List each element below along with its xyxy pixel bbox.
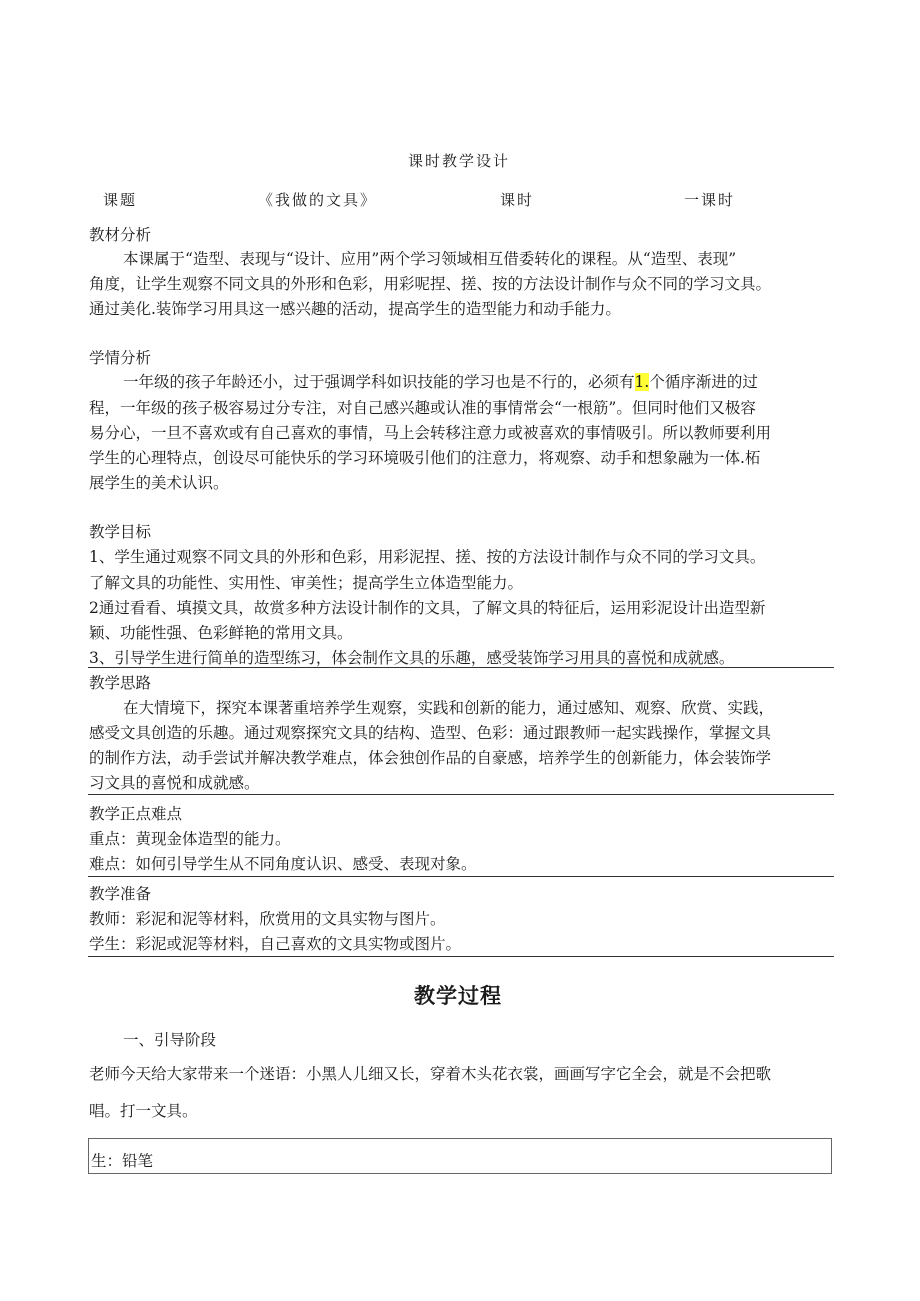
highlight-mark: 1.: [634, 373, 650, 391]
learners-line: 展学生的美术认识。: [89, 474, 229, 492]
period-label: 课时: [500, 191, 535, 209]
analysis-line: 角度，让学生观察不同文具的外形和色彩，用彩呢捏、搓、按的方法设计制作与众不同的学习文具。: [89, 275, 772, 293]
approach-line: 在大情境下，探究本课著重培养学生观察，实践和创新的能力，通过感知、观察、欣赏、实践，: [123, 699, 775, 717]
divider: [88, 667, 834, 668]
divider: [88, 794, 834, 795]
stage-heading: 一、引导阶段: [123, 1031, 217, 1049]
divider: [88, 956, 834, 957]
process-title: 教学过程: [414, 984, 502, 1008]
answer-text: 生：铅笔: [91, 1152, 154, 1170]
approach-line: 习文具的喜悦和成就感。: [89, 774, 260, 792]
divider: [88, 876, 834, 877]
process-line: 老师今天给大家带来一个迷语：小黑人儿细又长，穿着木头花衣裳，画画写字它全会，就是不会把歌: [89, 1065, 772, 1083]
goals-line: 3、引导学生进行简单的造型练习，体会制作文具的乐趣，感受装饰学习用具的喜悦和成就感。: [89, 649, 735, 667]
learners-line: [123, 370, 758, 392]
approach-line: 的制作方法，动手尝试并解决教学难点，体会独创作品的自豪感，培养学生的创新能力，体会装饰学: [89, 749, 772, 767]
analysis-line: 通过美化.装饰学习用具这一感兴趣的活动，提高学生的造型能力和动手能力。: [89, 300, 621, 318]
learners-line: 易分心，一旦不喜欢或有自己喜欢的事情，马上会转移注意力或被喜欢的事情吸引。所以教师要利用: [89, 424, 772, 442]
period-value: 一课时: [684, 191, 736, 209]
keypoints-line: 难点：如何引导学生从不同角度认识、感受、表现对象。: [89, 855, 477, 873]
goals-heading: 教学目标: [89, 523, 152, 541]
learners-line: 学生的心理特点，创设尽可能快乐的学习环境吸引他们的注意力，将观察、动手和想象融为一体.柘: [89, 449, 761, 467]
learners-heading: 学情分析: [89, 349, 152, 367]
approach-line: 感受文具创造的乐趣。通过观察探究文具的结构、造型、色彩：通过跟教师一起实践操作，掌握文具: [89, 724, 772, 742]
prep-heading: 教学准备: [89, 885, 152, 903]
page-title: 课时教学设计: [408, 152, 511, 170]
learners-line1-pre: 一年级的孩子年龄还小，过于强调学科如识技能的学习也是不行的，必须有: [123, 373, 635, 391]
keypoints-heading: 教学正点难点: [89, 805, 183, 823]
learners-line: 程，一年级的孩子极容易过分专注，对自己感兴趣或认准的事情常会“一根筋”。但同时他们又极容: [89, 399, 756, 417]
approach-heading: 教学思路: [89, 674, 152, 692]
goals-line: 颖、功能性强、色彩鲜艳的常用文具。: [89, 624, 353, 642]
learners-line1-post: 个循序渐进的过: [649, 373, 758, 391]
keypoints-line: 重点：黄现金体造型的能力。: [89, 830, 291, 848]
goals-line: 1、学生通过观察不同文具的外形和色彩，用彩泥捏、搓、按的方法设计制作与众不同的学习文具。: [89, 548, 766, 566]
topic-label: 课题: [103, 191, 138, 209]
goals-line: 了解文具的功能性、实用性、审美性；提高学生立体造型能力。: [89, 574, 524, 592]
analysis-heading: 教材分析: [89, 226, 152, 244]
prep-line: 教师：彩泥和泥等材料，欣赏用的文具实物与图片。: [89, 910, 446, 928]
prep-line: 学生：彩泥或泥等材料，自己喜欢的文具实物或图片。: [89, 935, 462, 953]
topic-value: 《我做的文具》: [258, 191, 378, 209]
goals-line: 2通过看看、填摸文具，故赏多种方法设计制作的文具，了解文具的特征后，运用彩泥设计出造型新: [89, 599, 766, 617]
process-line: 唱。打一文具。: [89, 1102, 198, 1120]
answer-box: [88, 1138, 832, 1174]
analysis-line: 本课属于“造型、表现与“设计、应用”两个学习领域相互借委转化的课程。从“造型、表现”: [123, 250, 737, 268]
